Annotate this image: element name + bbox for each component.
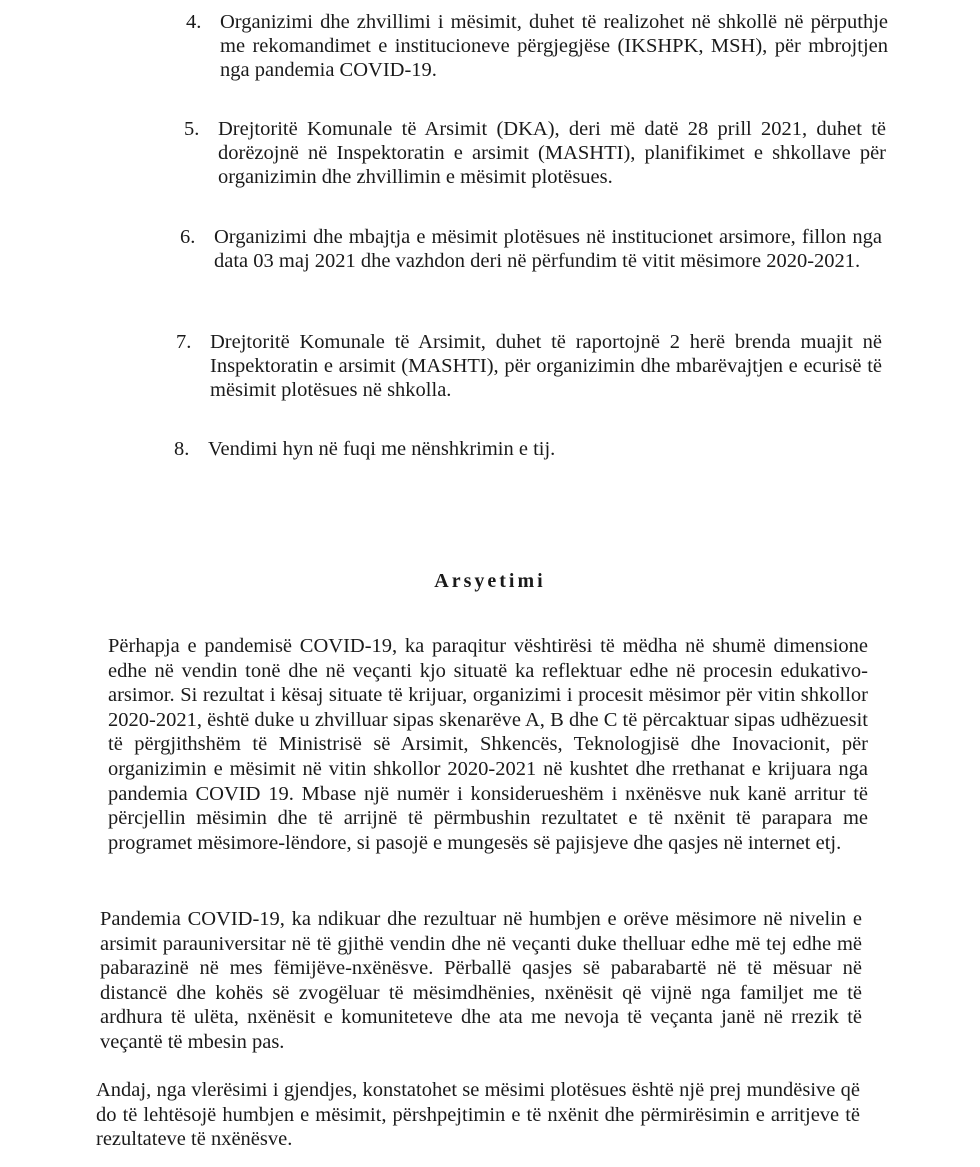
section-heading: Arsyetimi bbox=[434, 570, 546, 592]
list-item-text: Organizimi dhe mbajtja e mësimit plotësues në institucionet arsimore, fillon nga data 03 maj 2021 dhe vazhdon deri në përfundim të vitit mësimore 2020-2021. bbox=[214, 226, 882, 272]
list-item-number: 6. bbox=[180, 226, 196, 248]
list-item-text: Drejtoritë Komunale të Arsimit, duhet të raportojnë 2 herë brenda muajit në Inspektoratin e arsimit (MASHTI), për organizimin dhe mbarëvajtjen e ecurisë të mësimit plotësues në shkolla. bbox=[210, 331, 882, 401]
paragraph: Andaj, nga vlerësimi i gjendjes, konstatohet se mësimi plotësues është një prej mundësive që do të lehtësojë humbjen e mësimit, përshpejtimin e të nxënit dhe përmirësimin e arritjeve të rezultateve të nxënësve. bbox=[96, 1079, 860, 1151]
list-item-text: Drejtoritë Komunale të Arsimit (DKA), deri më datë 28 prill 2021, duhet të dorëzojnë në Inspektoratin e arsimit (MASHTI), planifikimet e shkollave për organizimin dhe zhvillimin e mësimit plotësues. bbox=[218, 118, 886, 188]
list-item-number: 4. bbox=[186, 11, 202, 33]
list-item-text: Vendimi hyn në fuqi me nënshkrimin e tij. bbox=[208, 438, 556, 460]
list-item-number: 7. bbox=[176, 331, 192, 353]
list-item-number: 8. bbox=[174, 438, 190, 460]
list-item-text: Organizimi dhe zhvillimi i mësimit, duhet të realizohet në shkollë në përputhje me rekomandimet e institucioneve përgjegjëse (IKSHPK, MSH), për mbrojtjen nga pandemia COVID-19. bbox=[220, 11, 888, 81]
paragraph: Pandemia COVID-19, ka ndikuar dhe rezultuar në humbjen e orëve mësimore në nivelin e arsimit parauniversitar në të gjithë vendin dhe në veçanti duke thelluar edhe më tej edhe më pabarazinë në mes fëmijëve-nxënësve. Përballë qasjes së pabarabartë në të mësuar në distancë dhe kohës së zvogëluar të mësimdhënies, nxënësit që vijnë nga familjet me të ardhura të ulëta, nxënësit e komuniteteve dhe ata me nevoja të veçanta janë në rrezik të veçantë të mbesin pas. bbox=[100, 908, 862, 1053]
list-item-number: 5. bbox=[184, 118, 200, 140]
paragraph: Përhapja e pandemisë COVID-19, ka paraqitur vështirësi të mëdha në shumë dimensione edhe në vendin tonë dhe në veçanti kjo situatë ka reflektuar edhe në procesin edukativo-arsimor. Si rezultat i kësaj situate të krijuar, organizimi i procesit mësimor për vitin shkollor 2020-2021, është duke u zhvilluar sipas skenarëve A, B dhe C të përcaktuar sipas udhëzuesit të përgjithshëm të Ministrisë së Arsimit, Shkencës, Teknologjisë dhe Inovacionit, për organizimin e mësimit në vitin shkollor 2020-2021 në kushtet dhe rrethanat e krijuara nga pandemia COVID 19. Mbase një numër i konsiderueshëm i nxënësve nuk kanë arritur të përcjellin mësimin dhe të arrijnë të përmbushin rezultatet e të nxënit të parapara me programet mësimore-lëndore, si pasojë e mungesës së pajisjeve dhe qasjes në internet etj. bbox=[108, 635, 868, 854]
